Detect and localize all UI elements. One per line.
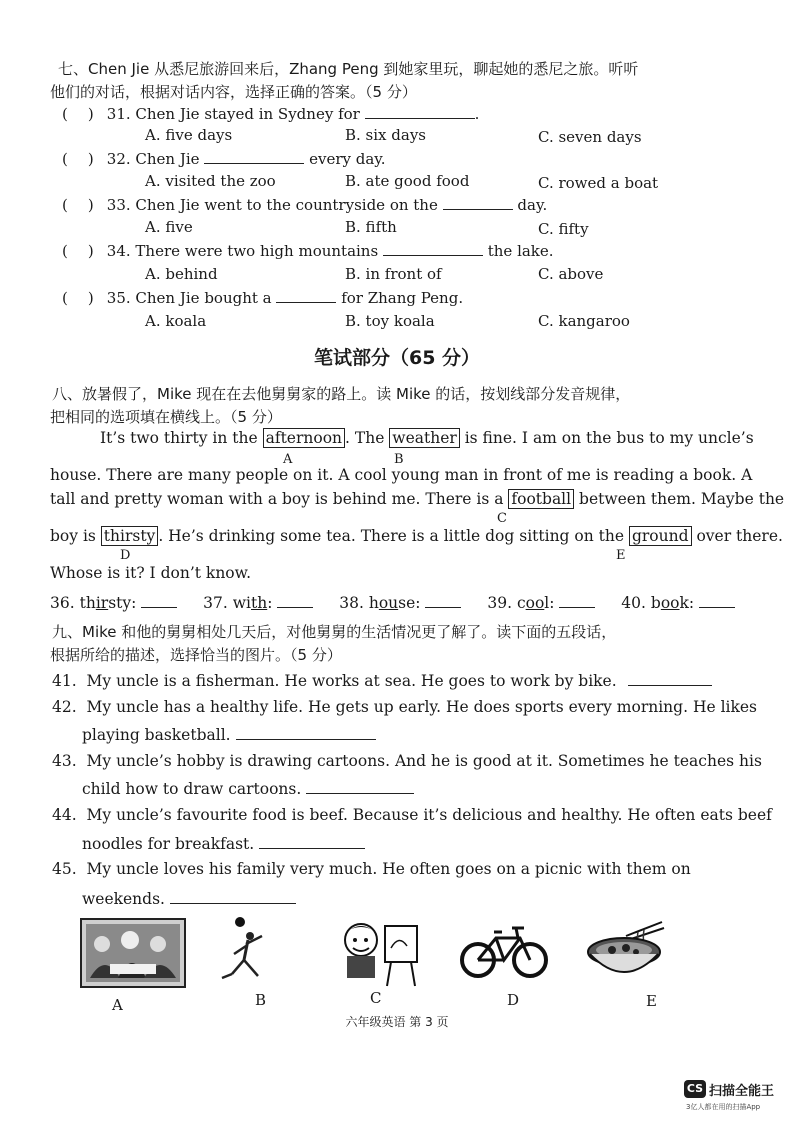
answer-blank[interactable] [236,725,376,740]
scanner-tagline: 3亿人都在用的扫描App [686,1103,761,1111]
word-afternoon: afternoon [263,428,345,448]
word-football: football [508,489,574,509]
option-35-b[interactable]: B. toy koala [345,312,435,330]
answer-37: 37. with: [203,594,313,612]
answer-blank[interactable] [365,104,475,119]
answer-bracket[interactable]: ( ) [62,105,94,123]
answer-38: 38. house: [339,594,461,612]
scanner-watermark [684,1080,788,1116]
camscanner-logo-icon: CS [684,1080,706,1098]
answer-blank[interactable] [170,889,296,904]
question-34: ( ) 34. There were two high mountains the lake. [62,242,554,260]
passage-line-4: boy is thirsty . He’s drinking some tea. There is a little dog sitting on the ground over there. [50,527,783,545]
option-33-b[interactable]: B. fifth [345,218,397,236]
family-picnic-photo [80,918,186,988]
question-31: ( ) 31. Chen Jie stayed in Sydney for . [62,105,480,123]
question-35: ( ) 35. Chen Jie bought a for Zhang Peng. [62,289,464,307]
answer-blank[interactable] [306,779,414,794]
passage-line-3: tall and pretty woman with a boy is behind me. There is a football between them. Maybe the [50,490,785,508]
option-32-a[interactable]: A. visited the zoo [145,172,276,190]
label-a: A [283,452,293,467]
answer-blank[interactable] [443,195,513,210]
answer-blank[interactable] [699,593,735,608]
word-weather: weather [389,428,459,448]
question-33: ( ) 33. Chen Jie went to the countryside on the day. [62,196,548,214]
item-43-cont: child how to draw cartoons. [82,779,414,798]
option-31-b[interactable]: B. six days [345,126,426,144]
item-45: 45. My uncle loves his family very much. He often goes on a picnic with them on [52,860,691,878]
passage-line-1: It’s two thirty in the afternoon . The weather is fine. I am on the bus to my uncle’s [100,429,754,447]
answer-bracket[interactable]: ( ) [62,242,94,260]
label-c: C [497,511,507,526]
answer-blank[interactable] [559,593,595,608]
beef-noodles-icon [586,918,668,984]
section7-intro-line2: 他们的对话，根据对话内容，选择正确的答案。（5 分） [50,83,417,101]
label-b: B [394,452,404,467]
question-32: ( ) 32. Chen Jie every day. [62,150,386,168]
scanner-name: 扫描全能王 [709,1084,775,1099]
picture-label-d: D [507,991,520,1009]
answer-bracket[interactable]: ( ) [62,289,94,307]
label-d: D [120,548,131,563]
bicycle-icon [458,920,550,982]
option-31-a[interactable]: A. five days [145,126,233,144]
basketball-player-icon [210,914,280,994]
section8-intro-line1: 八、放暑假了，Mike 现在在去他舅舅家的路上。读 Mike 的话，按划线部分发音规律， [52,385,631,403]
passage-line-2: house. There are many people on it. A cool young man in front of me is reading a book. A [50,466,753,484]
page-footer: 六年级英语 第 3 页 [345,1015,449,1029]
word-thirsty: thirsty [101,526,159,546]
label-e: E [616,548,626,563]
item-42-cont: playing basketball. [82,725,376,744]
option-32-c[interactable]: C. rowed a boat [538,174,659,192]
option-31-c[interactable]: C. seven days [538,128,642,146]
answer-bracket[interactable]: ( ) [62,150,94,168]
answer-row-36-40 [50,593,735,612]
item-44-cont: noodles for breakfast. [82,834,365,853]
option-33-a[interactable]: A. five [145,218,193,236]
answer-blank[interactable] [277,593,313,608]
option-35-c[interactable]: C. kangaroo [538,312,630,330]
option-34-c[interactable]: C. above [538,265,604,283]
option-35-a[interactable]: A. koala [145,312,207,330]
picture-label-c: C [370,989,382,1007]
answer-blank[interactable] [425,593,461,608]
answer-blank[interactable] [628,671,712,686]
answer-blank[interactable] [383,241,483,256]
word-ground: ground [629,526,692,546]
section8-intro-line2: 把相同的选项填在横线上。（5 分） [50,408,282,426]
answer-blank[interactable] [141,593,177,608]
answer-40: 40. book: [621,594,735,612]
answer-39: 39. cool: [487,594,595,612]
answer-blank[interactable] [276,288,336,303]
answer-blank[interactable] [204,149,304,164]
section9-intro-line1: 九、Mike 和他的舅舅相处几天后，对他舅舅的生活情况更了解了。读下面的五段话， [52,623,617,641]
item-43: 43. My uncle’s hobby is drawing cartoons. And he is good at it. Sometimes he teaches his [52,752,762,770]
option-32-b[interactable]: B. ate good food [345,172,470,190]
picture-label-b: B [255,991,267,1009]
written-section-heading: 笔试部分（65 分） [313,347,481,369]
answer-36: 36. thirsty: [50,594,177,612]
section9-intro-line2: 根据所给的描述，选择恰当的图片。（5 分） [50,646,342,664]
picture-label-a: A [112,996,123,1014]
item-42: 42. My uncle has a healthy life. He gets up early. He does sports every morning. He likes [52,698,757,716]
option-34-b[interactable]: B. in front of [345,265,442,283]
answer-blank[interactable] [259,834,365,849]
passage-line-5: Whose is it? I don’t know. [50,564,251,582]
option-34-a[interactable]: A. behind [145,265,218,283]
item-44: 44. My uncle’s favourite food is beef. Because it’s delicious and healthy. He often eats beef [52,806,772,824]
answer-bracket[interactable]: ( ) [62,196,94,214]
item-45-cont: weekends. [82,889,296,908]
option-33-c[interactable]: C. fifty [538,220,589,238]
item-41: 41. My uncle is a fisherman. He works at sea. He goes to work by bike. [52,671,712,690]
cartoonist-drawing-icon [333,918,423,988]
section7-intro-line1: 七、Chen Jie 从悉尼旅游回来后，Zhang Peng 到她家里玩，聊起她的悉尼之旅。听听 [58,60,639,78]
picture-label-e: E [646,992,657,1010]
